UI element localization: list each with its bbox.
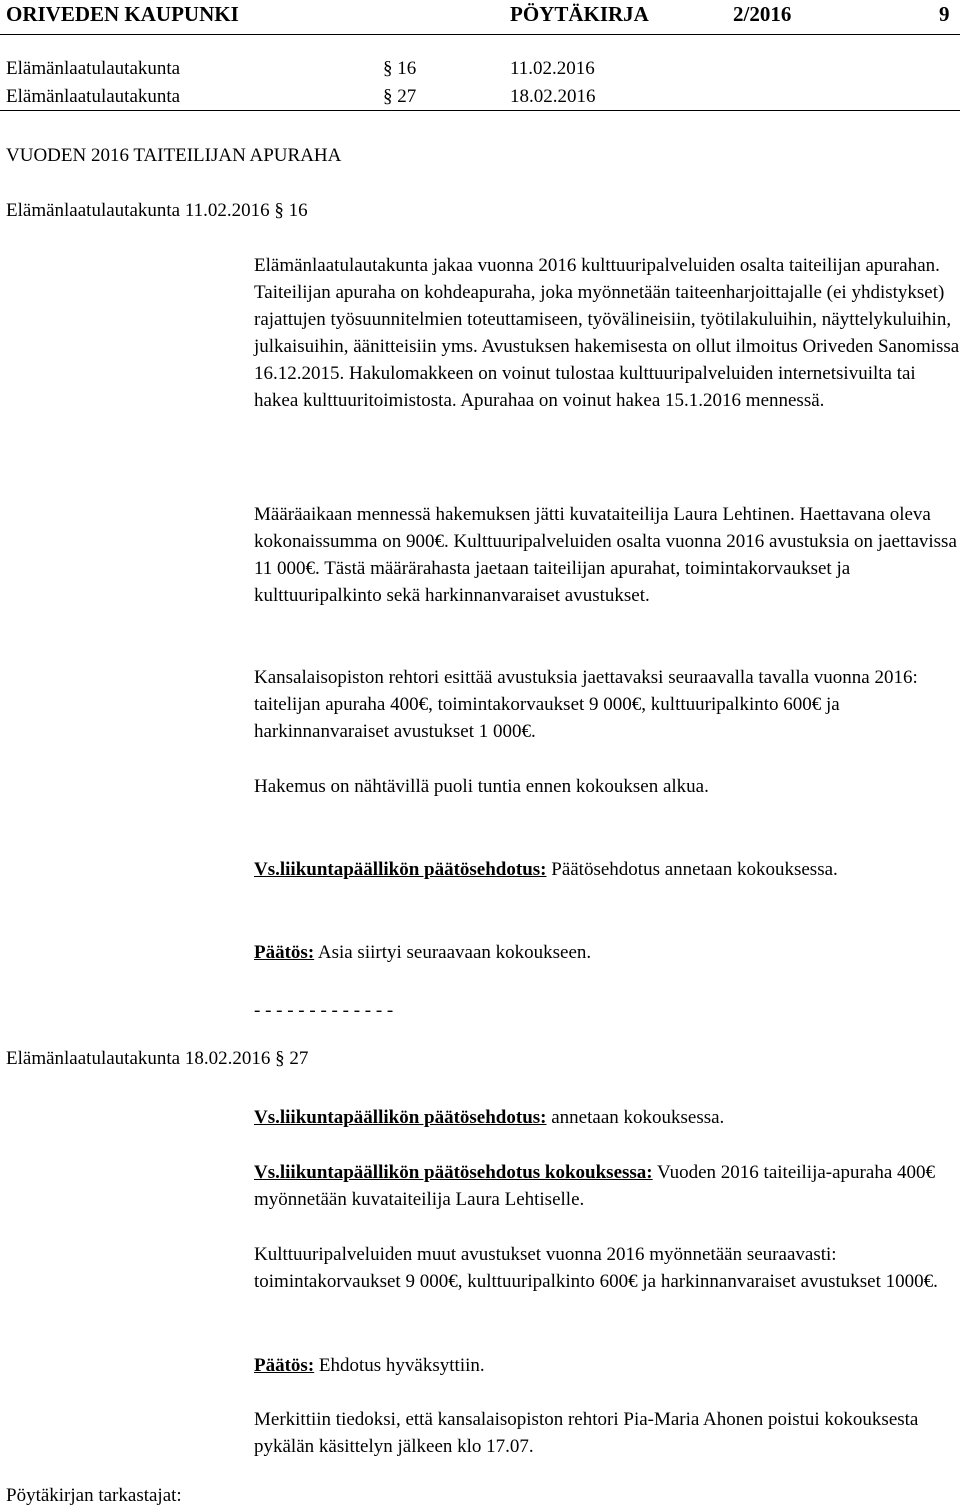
meeting-body-2: Elämänlaatulautakunta bbox=[6, 86, 181, 107]
section1-proposal-text: Päätösehdotus annetaan kokouksessa. bbox=[546, 859, 838, 880]
meeting-para-2: § 27 bbox=[383, 86, 417, 107]
section2-proposal-label: Vs.liikuntapäällikön päätösehdotus: bbox=[254, 1107, 547, 1128]
section1-paragraph-4-wrap bbox=[254, 773, 960, 800]
reviewers-label: Pöytäkirjan tarkastajat: bbox=[6, 1485, 182, 1506]
document-type: PÖYTÄKIRJA bbox=[510, 2, 649, 26]
section1-body bbox=[254, 252, 960, 414]
section1-decision-label: Päätös: bbox=[254, 942, 315, 963]
section2-paragraph-2: Merkittiin tiedoksi, että kansalaisopiston rehtori Pia-Maria Ahonen poistui kokouksesta pykälän käsittelyn jälkeen klo 17.07. bbox=[254, 1409, 919, 1457]
section1-reference: Elämänlaatulautakunta 11.02.2016 § 16 bbox=[6, 200, 308, 221]
section-separator: - - - - - - - - - - - - - bbox=[254, 1000, 394, 1021]
section1-paragraph-2-wrap bbox=[254, 501, 960, 609]
section1-paragraph-1: Elämänlaatulautakunta jakaa vuonna 2016 kulttuuripalveluiden osalta taiteilijan apurahan. Taiteilijan apuraha on kohdeapuraha, joka myönnetään taiteenharjoittajalle (ei yhdistykset) rajattujen työsuunnitelmien toteuttamiseen, työvälineisiin, työtilakuluihin, näyttelykuluihin, julkaisuihin, äänitteisiin yms. Avustuksen hakemisesta on ollut ilmoitus Oriveden Sanomissa 16.12.2015. Hakulomakkeen on voinut tulostaa kulttuuripalveluiden internetsivuilta tai hakea kulttuuritoimistosta. Apurahaa on voinut hakea 15.1.2016 mennessä. bbox=[254, 255, 960, 411]
meeting-body-1: Elämänlaatulautakunta bbox=[6, 58, 181, 79]
section2-proposal bbox=[254, 1104, 960, 1131]
section1-paragraph-4: Hakemus on nähtävillä puoli tuntia ennen kokouksen alkua. bbox=[254, 776, 709, 797]
section1-paragraph-3: Kansalaisopiston rehtori esittää avustuksia jaettavaksi seuraavalla tavalla vuonna 2016: taitelijan apuraha 400€, toimintakorvaukset 9 000€, kulttuuripalkinto 600€ ja harkinnanvaraiset avustukset 1 000€. bbox=[254, 667, 918, 742]
section2-paragraph-2-wrap bbox=[254, 1406, 960, 1460]
org-name: ORIVEDEN KAUPUNKI bbox=[6, 2, 239, 26]
header-rule bbox=[0, 34, 960, 35]
section2-decision-text: Ehdotus hyväksyttiin. bbox=[314, 1355, 485, 1376]
meeting-date-1: 11.02.2016 bbox=[510, 58, 595, 79]
section1-proposal-label: Vs.liikuntapäällikön päätösehdotus: bbox=[254, 859, 547, 880]
meeting-rule bbox=[0, 110, 960, 111]
section2-proposal2 bbox=[254, 1159, 960, 1213]
section2-reference: Elämänlaatulautakunta 18.02.2016 § 27 bbox=[6, 1048, 309, 1069]
section2-paragraph-1-wrap bbox=[254, 1241, 960, 1295]
section2-decision-label: Päätös: bbox=[254, 1355, 315, 1376]
section1-paragraph-3-wrap bbox=[254, 664, 960, 745]
meeting-date-2: 18.02.2016 bbox=[510, 86, 596, 107]
section1-paragraph-2: Määräaikaan mennessä hakemuksen jätti kuvataiteilija Laura Lehtinen. Haettavana oleva kokonaissumma on 900€. Kulttuuripalveluiden osalta vuonna 2016 avustuksia on jaettavissa 11 000€. Tästä määrärahasta jaetaan taiteilijan apurahat, toimintakorvaukset ja kulttuuripalkinto sekä harkinnanvaraiset avustukset. bbox=[254, 504, 957, 606]
section2-decision bbox=[254, 1352, 960, 1379]
section1-decision-text: Asia siirtyi seuraavaan kokoukseen. bbox=[314, 942, 592, 963]
section1-proposal bbox=[254, 856, 960, 883]
meeting-para-1: § 16 bbox=[383, 58, 417, 79]
page-title: VUODEN 2016 TAITEILIJAN APURAHA bbox=[6, 145, 342, 166]
section2-proposal2-text: Vuoden 2016 taiteilija-apuraha 400€ myönnetään kuvataiteilija Laura Lehtiselle. bbox=[254, 1162, 935, 1210]
page-number: 9 bbox=[939, 2, 950, 26]
section2-proposal2-label: Vs.liikuntapäällikön päätösehdotus kokouksessa: bbox=[254, 1162, 653, 1183]
section-separator-wrap bbox=[254, 997, 960, 1024]
section1-decision bbox=[254, 939, 960, 966]
section2-paragraph-1: Kulttuuripalveluiden muut avustukset vuonna 2016 myönnetään seuraavasti: toimintakorvaukset 9 000€, kulttuuripalkinto 600€ ja harkinnanvaraiset avustukset 1000€. bbox=[254, 1244, 938, 1292]
section2-proposal-text: annetaan kokouksessa. bbox=[546, 1107, 725, 1128]
document-number: 2/2016 bbox=[733, 2, 792, 26]
